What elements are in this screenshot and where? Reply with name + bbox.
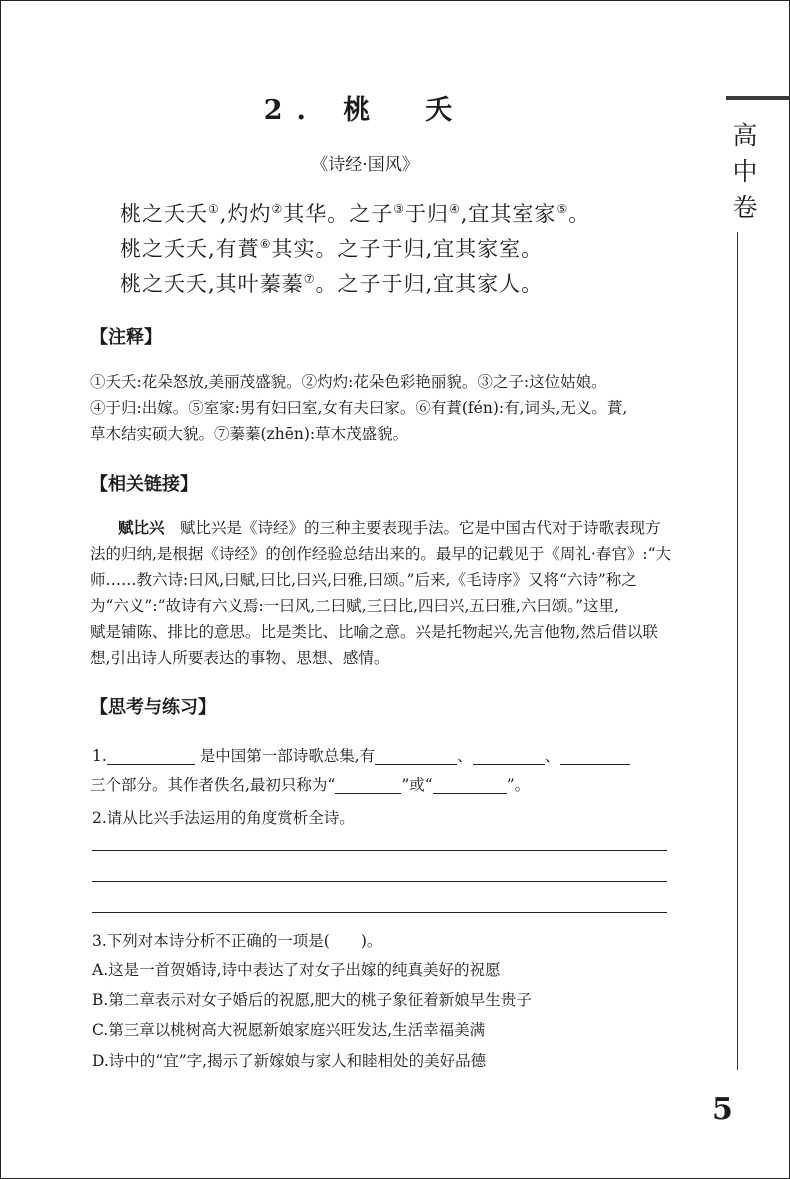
poem-text: 桃之夭夭,有蕡 [120, 237, 260, 261]
notes-heading: 【注释】 [90, 327, 162, 348]
poem-line-2 [120, 233, 543, 263]
poem-text: 于归 [404, 202, 449, 226]
answer-line[interactable] [92, 881, 667, 882]
poem-text: 其实。之子于归,宜其家室。 [271, 237, 544, 261]
poem-text: ,灼灼 [219, 202, 272, 226]
question-1-line-1 [92, 744, 630, 766]
links-line-1 [118, 515, 661, 541]
answer-blank[interactable] [433, 775, 507, 794]
links-term: 赋比兴 [118, 518, 165, 537]
links-heading: 【相关链接】 [90, 474, 198, 495]
page-title: 2. 桃 夭 [263, 95, 467, 126]
poem-text: 。之子于归,宜其家人。 [315, 272, 544, 296]
answer-blank[interactable] [375, 746, 457, 765]
footnote-marker: ④ [448, 202, 461, 216]
links-line-5: 赋是铺陈、排比的意思。比是类比、比喻之意。兴是托物起兴,先言他物,然后借以联 [90, 623, 658, 641]
notes-line-3: 草木结实硕大貌。⑦蓁蓁(zhēn):草木茂盛貌。 [90, 425, 409, 443]
answer-blank[interactable] [560, 746, 630, 765]
poem-text: 其华。之子 [283, 202, 394, 226]
links-line-4: 为“六义”:“故诗有六义焉:一曰风,二曰赋,三曰比,四曰兴,五曰雅,六曰颂。”这里, [90, 597, 619, 615]
sidebar-top-bar [726, 96, 790, 100]
question-text: ”。 [506, 776, 531, 794]
question-3-option-b: B.第二章表示对女子婚后的祝愿,肥大的桃子象征着新娘早生贵子 [92, 991, 532, 1009]
page-number: 5 [712, 1092, 733, 1127]
question-text: 三个部分。其作者佚名,最初只称为“ [90, 776, 336, 794]
question-2: 2.请从比兴手法运用的角度赏析全诗。 [92, 809, 355, 827]
sidebar-volume-label: 高中卷 [732, 121, 758, 222]
answer-line[interactable] [92, 850, 667, 851]
footnote-marker: ⑦ [303, 272, 316, 286]
footnote-marker: ⑥ [259, 237, 272, 251]
poem-text: ,宜其室家 [460, 202, 557, 226]
answer-line[interactable] [92, 912, 667, 913]
question-3-stem: 3.下列对本诗分析不正确的一项是( )。 [92, 932, 383, 950]
poem-line-1 [120, 198, 590, 228]
poem-text: 桃之夭夭,其叶蓁蓁 [120, 272, 304, 296]
footnote-marker: ⑤ [556, 202, 569, 216]
answer-blank[interactable] [335, 775, 401, 794]
exercises-heading: 【思考与练习】 [90, 697, 216, 718]
poem-source: 《诗经·国风》 [311, 155, 419, 175]
question-3-option-d: D.诗中的“宜”字,揭示了新嫁娘与家人和睦相处的美好品德 [92, 1052, 487, 1070]
footnote-marker: ② [271, 202, 284, 216]
question-text: ”或“ [401, 776, 433, 794]
footnote-marker: ③ [393, 202, 405, 216]
links-line-6: 想,引出诗人所要表达的事物、思想、感情。 [90, 649, 390, 667]
notes-line-2: ④于归:出嫁。⑤室家:男有妇曰室,女有夫曰家。⑥有蕡(fén):有,词头,无义。蕡, [90, 399, 628, 417]
answer-blank[interactable] [107, 746, 195, 765]
question-text: 是中国第一部诗歌总集,有 [199, 747, 376, 765]
question-1-line-2 [90, 773, 530, 795]
question-3-option-a: A.这是一首贺婚诗,诗中表达了对女子出嫁的纯真美好的祝愿 [92, 961, 501, 979]
links-text: 赋比兴是《诗经》的三种主要表现手法。它是中国古代对于诗歌表现方 [180, 519, 661, 537]
question-number: 1. [92, 747, 107, 765]
question-text: 、 [457, 747, 473, 765]
poem-line-3 [120, 268, 543, 298]
question-3-option-c: C.第三章以桃树高大祝愿新娘家庭兴旺发达,生活幸福美满 [92, 1021, 486, 1039]
notes-line-1: ①夭夭:花朵怒放,美丽茂盛貌。②灼灼:花朵色彩艳丽貌。③之子:这位姑娘。 [90, 373, 607, 391]
sidebar-vertical-rule [737, 232, 738, 1070]
links-line-2: 法的归纳,是根据《诗经》的创作经验总结出来的。最早的记载见于《周礼·春官》:“大 [90, 545, 672, 563]
answer-blank[interactable] [473, 746, 545, 765]
links-line-3: 师……教六诗:曰风,曰赋,曰比,曰兴,曰雅,曰颂。”后来,《毛诗序》又将“六诗”称之 [90, 571, 637, 589]
poem-text: 。 [568, 202, 591, 226]
footnote-marker: ① [208, 202, 220, 216]
poem-text: 桃之夭夭 [120, 202, 208, 226]
question-text: 、 [544, 747, 561, 765]
